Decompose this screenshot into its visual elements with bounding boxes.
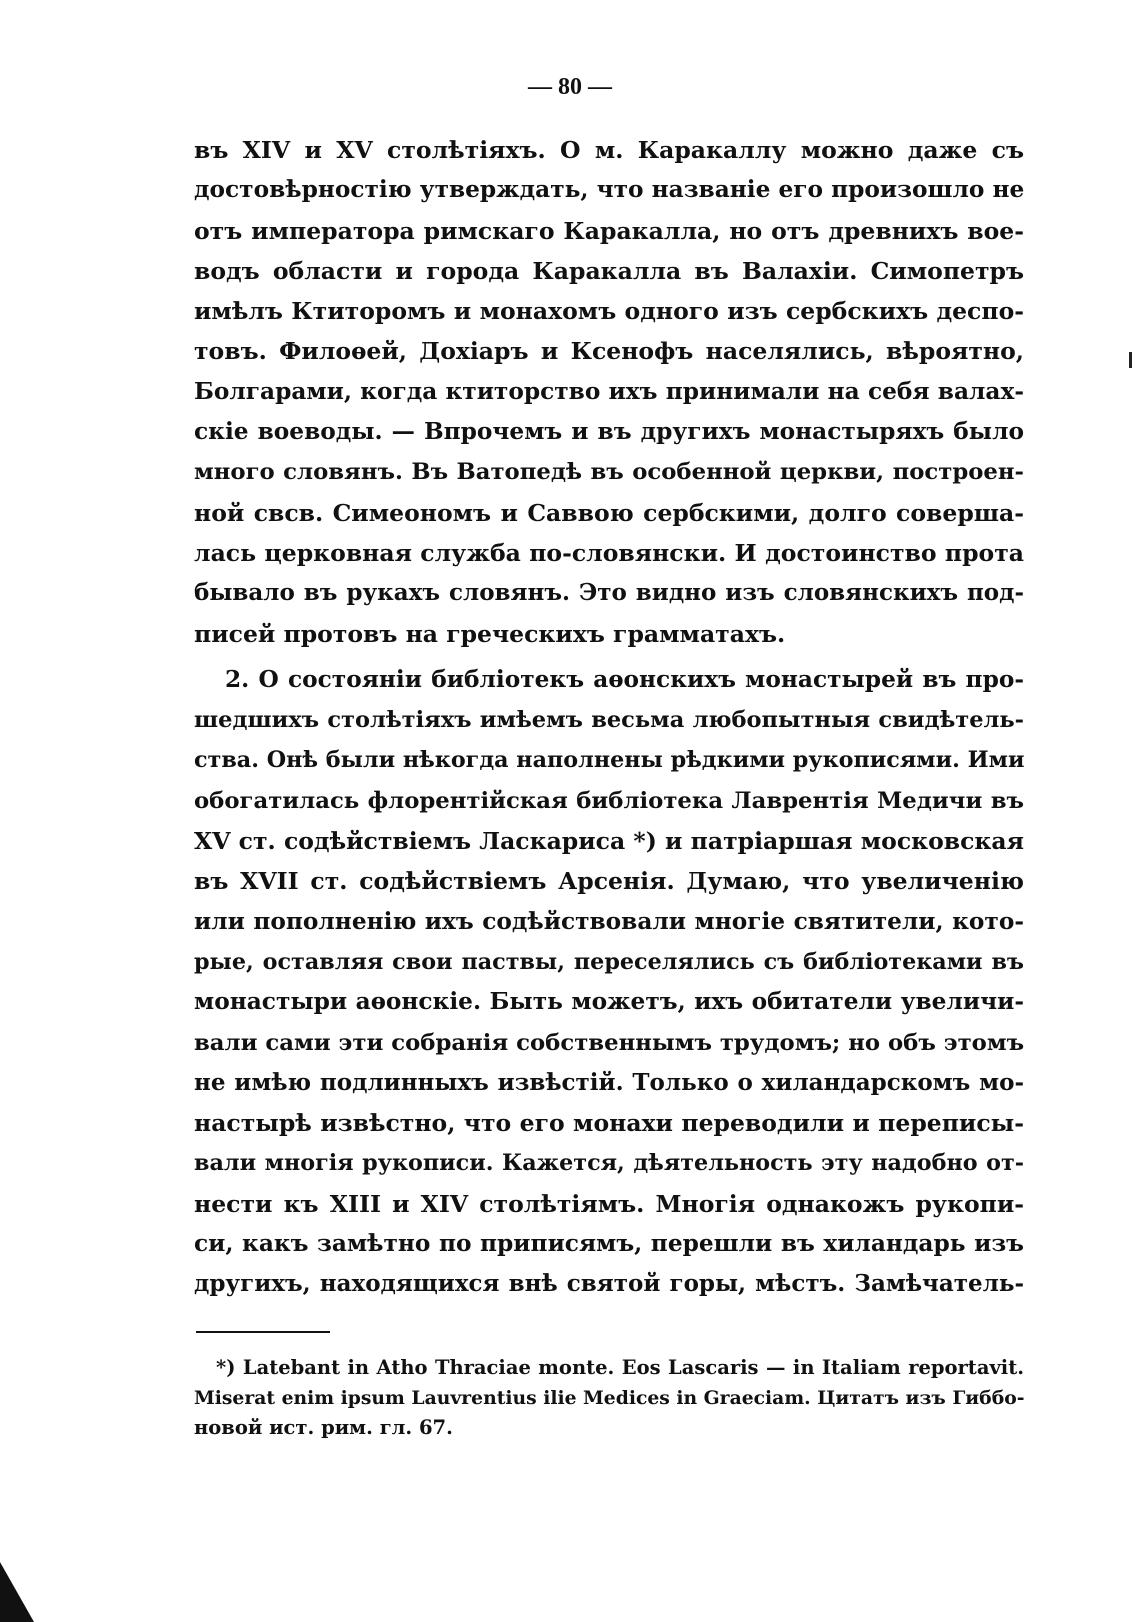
page-number: — 80 — — [528, 74, 612, 100]
text-line: нести къ XIII и XIV столѣтіямъ. Многія однакожъ рукопи- — [194, 1189, 1024, 1218]
text-line: водъ области и города Каракалла въ Валахіи. Симопетръ — [194, 256, 1024, 285]
footnote-line: *) Latebant in Atho Thraciae monte. Eos Lascaris — in Italiam reportavit. — [216, 1356, 1024, 1379]
text-line: ства. Онѣ были нѣкогда наполнены рѣдкими рукописями. Ими — [194, 747, 1025, 774]
text-line: или пополненію ихъ содѣйствовали многіе святители, кото- — [194, 907, 1024, 935]
text-line: си, какъ замѣтно по приписямъ, перешли въ хиландарь изъ — [194, 1230, 1024, 1258]
text-line: вали многія рукописи. Кажется, дѣятельность эту надобно от- — [194, 1150, 1024, 1177]
scan-edge-mark — [0, 1562, 34, 1622]
text-line: 2. О состояніи библіотекъ аѳонскихъ монастырей въ про- — [225, 665, 1024, 693]
text-line: XV ст. содѣйствіемъ Ласкариса *) и патріаршая московская — [194, 827, 1024, 856]
footnote-line: новой ист. рим. гл. 67. — [194, 1416, 453, 1439]
paragraph-2 — [194, 660, 1024, 1305]
footnote-line: Miserat enim ipsum Lauvrentius ilie Medices in Graeciam. Цитатъ изъ Гиббо- — [194, 1387, 1025, 1409]
text-line: въ XVII ст. содѣйствіемъ Арсенія. Думаю, что увеличенію — [194, 867, 1024, 896]
text-line: обогатилась флорентійская библіотека Лаврентія Медичи въ — [194, 787, 1024, 814]
text-line: ной свсв. Симеономъ и Саввою сербскими, долго соверша- — [194, 498, 1024, 527]
text-line: въ XIV и XV столѣтіяхъ. О м. Каракаллу можно даже съ — [194, 136, 1024, 164]
text-line: не имѣю подлинныхъ извѣстій. Только о хиландарскомъ мо- — [194, 1068, 1024, 1096]
text-line: бывало въ рукахъ словянъ. Это видно изъ словянскихъ под- — [194, 579, 1024, 607]
text-line: писей протовъ на греческихъ грамматахъ. — [194, 619, 786, 648]
text-line: Болгарами, когда ктиторство ихъ принимали на себя валах- — [194, 377, 1024, 405]
paragraph-1 — [194, 130, 1024, 654]
text-line: другихъ, находящихся внѣ святой горы, мѣстъ. Замѣчатель- — [194, 1270, 1024, 1298]
text-line: лась церковная служба по-словянски. И достоинство прота — [194, 538, 1024, 567]
text-line: достовѣрностію утверждать, что названіе его произошло не — [194, 176, 1025, 204]
text-line: товъ. Филоѳей, Дохіаръ и Ксенофъ населялись, вѣроятно, — [194, 337, 1024, 366]
body-text — [194, 130, 1024, 1305]
text-line: много словянъ. Въ Ватопедѣ въ особенной церкви, построен- — [194, 459, 1024, 486]
text-line: настырѣ извѣстно, что его монахи переводили и переписы- — [194, 1109, 1024, 1138]
text-line: монастыри аѳонскіе. Быть можетъ, ихъ обитатели увеличи- — [194, 988, 1024, 1016]
footnote-divider — [196, 1331, 330, 1333]
text-line: скіе воеводы. — Впрочемъ и въ другихъ монастыряхъ было — [194, 418, 1024, 446]
footnote — [194, 1353, 1024, 1443]
text-line: шедшихъ столѣтіяхъ имѣемъ весьма любопытныя свидѣтель- — [194, 707, 1024, 734]
text-line: имѣлъ Ктиторомъ и монахомъ одного изъ сербскихъ деспо- — [194, 297, 1024, 326]
text-line: рые, оставляя свои паствы, переселялись съ библіотеками въ — [194, 948, 1024, 975]
text-line: отъ императора римскаго Каракалла, но отъ древнихъ вое- — [194, 216, 1024, 245]
text-line: вали сами эти собранія собственнымъ трудомъ; но объ этомъ — [194, 1029, 1025, 1056]
scan-speck — [1129, 352, 1132, 368]
